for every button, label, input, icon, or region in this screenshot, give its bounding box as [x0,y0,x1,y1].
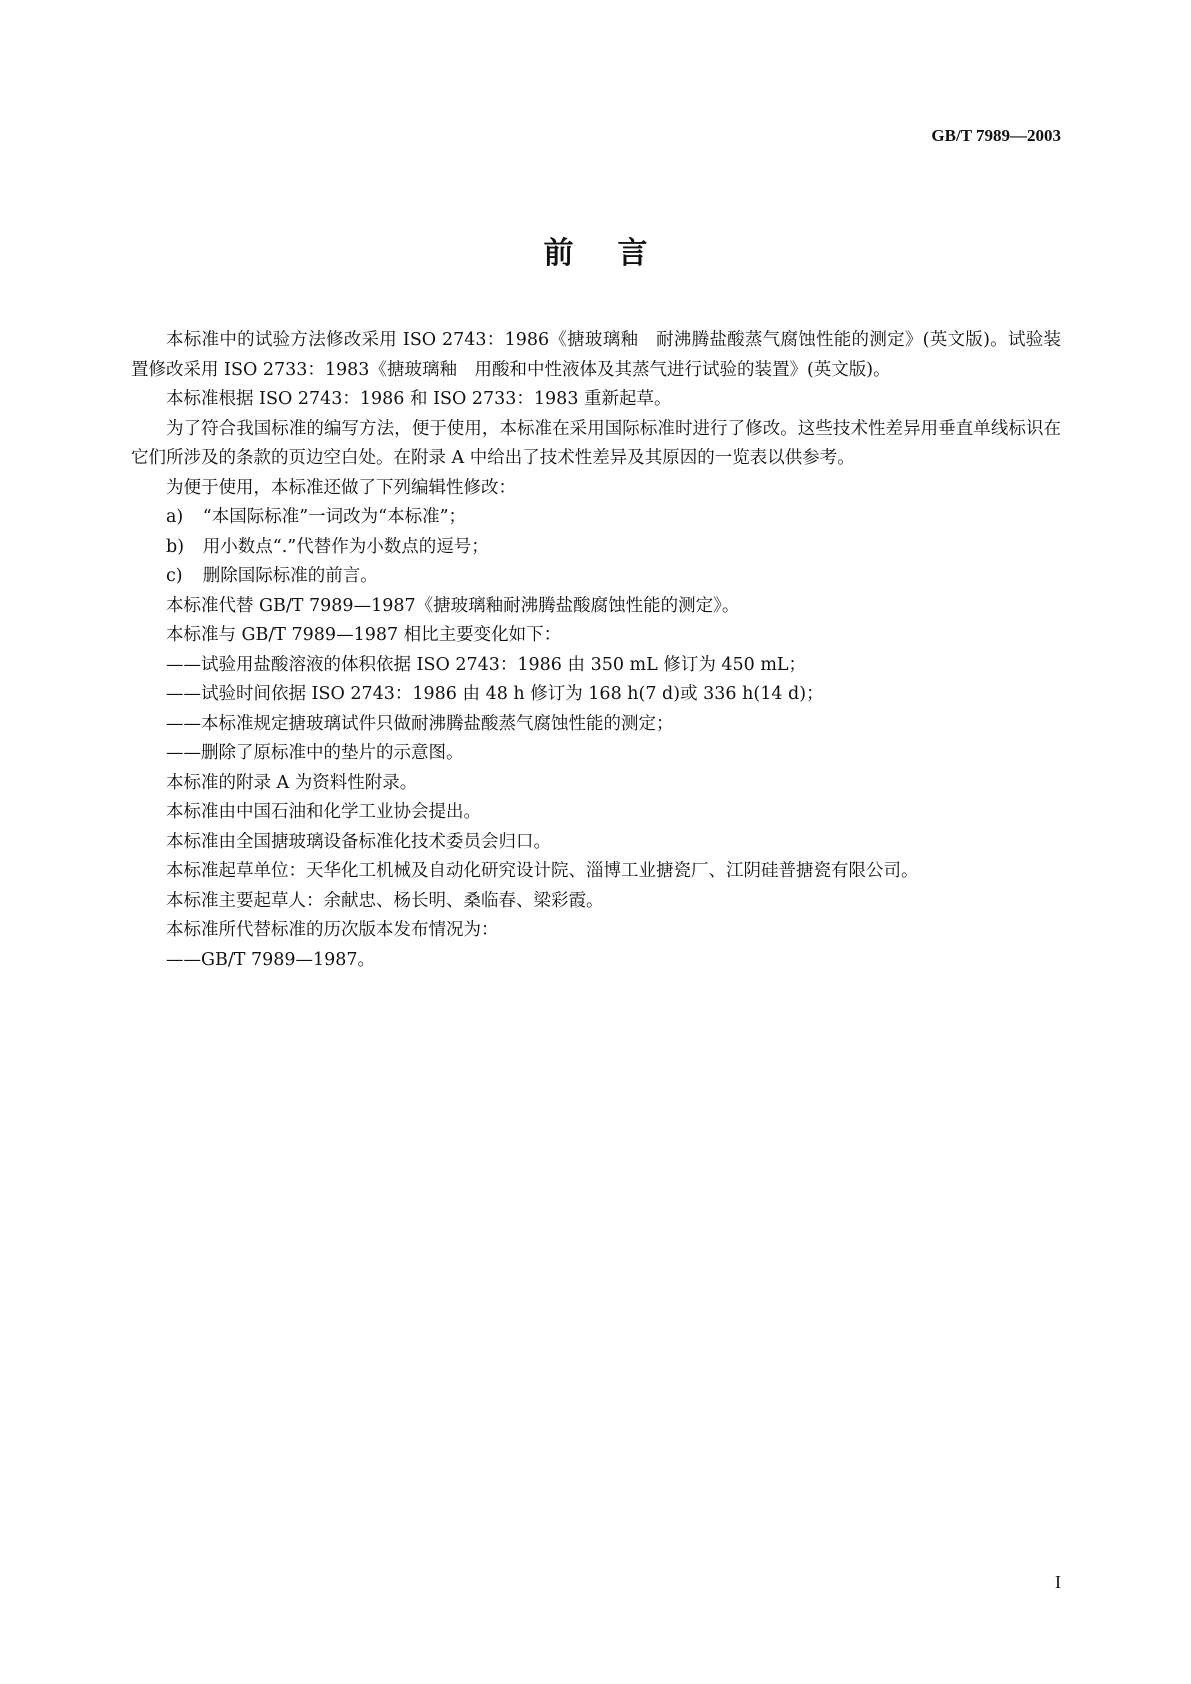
paragraph: 本标准所代替标准的历次版本发布情况为： [166,920,499,940]
list-text: 删除国际标准的前言。 [202,566,378,586]
paragraph: 本标准根据 ISO 2743：1986 和 ISO 2733：1983 重新起草。 [166,389,672,409]
paragraph: 本标准由全国搪玻璃设备标准化技术委员会归口。 [166,831,551,852]
change-item: ——本标准规定搪玻璃试件只做耐沸腾盐酸蒸气腐蚀性能的测定； [166,713,674,734]
change-item: ——删除了原标准中的垫片的示意图。 [166,743,464,763]
list-item [131,503,1061,533]
paragraph: 本标准由中国石油和化学工业协会提出。 [166,802,481,822]
paragraph: 为了符合我国标准的编写方法，便于使用，本标准在采用国际标准时进行了修改。这些技术性差异用垂直单线标识在它们所涉及的条款的页边空白处。在附录 A 中给出了技术性差异及其原因的一览表以供参考。 [131,418,1061,468]
change-item: ——试验用盐酸溶液的体积依据 ISO 2743：1986 由 350 mL 修订为 450 mL； [166,654,807,675]
paragraph: 本标准与 GB/T 7989—1987 相比主要变化如下： [166,625,562,645]
list-item [131,562,1061,592]
list-marker: a) [166,507,184,527]
list-text: 用小数点“.”代替作为小数点的逗号； [202,536,489,557]
history-item: ——GB/T 7989—1987。 [166,949,376,970]
paragraph: 为便于使用，本标准还做了下列编辑性修改： [166,477,516,498]
list-text: “本国际标准”一词改为“本标准”； [202,507,467,527]
page-number: I [1055,1572,1061,1592]
paragraph: 本标准代替 GB/T 7989—1987《搪玻璃釉耐沸腾盐酸腐蚀性能的测定》。 [166,595,740,616]
list-marker: b) [166,536,185,557]
list-marker: c) [166,566,183,586]
paragraph: 本标准中的试验方法修改采用 ISO 2743：1986《搪玻璃釉 耐沸腾盐酸蒸气腐蚀性能的测定》(英文版)。试验装置修改采用 ISO 2733：1983《搪玻璃釉 用酸和中性液体及其蒸气进行试验的装置》(英文版)。 [131,330,1061,380]
foreword-body [131,326,1061,975]
paragraph: 本标准的附录 A 为资料性附录。 [166,772,418,793]
standard-code: GB/T 7989—2003 [931,126,1061,145]
list-item [131,533,1061,563]
change-item: ——试验时间依据 ISO 2743：1986 由 48 h 修订为 168 h(7 d)或 336 h(14 d)； [166,684,824,704]
paragraph: 本标准起草单位：天华化工机械及自动化研究设计院、淄博工业搪瓷厂、江阴硅普搪瓷有限公司。 [166,861,919,881]
page-title: 前言 [543,236,692,271]
paragraph: 本标准主要起草人：余献忠、杨长明、桑临春、梁彩霞。 [166,890,604,911]
